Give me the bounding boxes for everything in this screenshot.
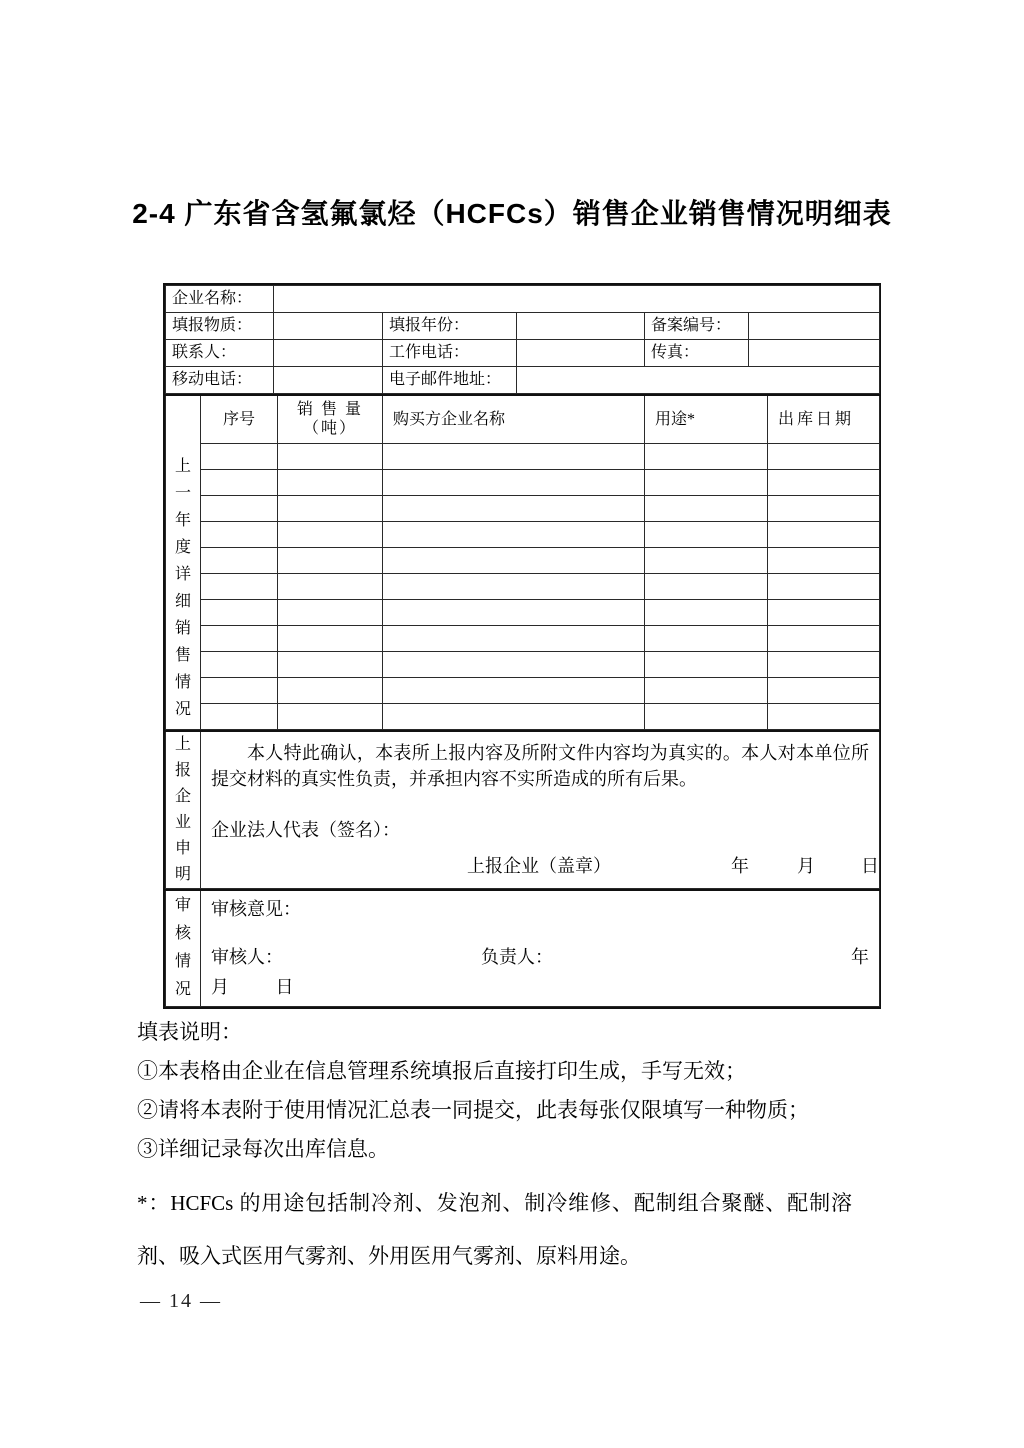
empty-sales-cell <box>278 495 383 521</box>
empty-sales-cell <box>383 625 645 651</box>
empty-sales-cell <box>768 599 880 625</box>
declaration-content <box>201 731 880 889</box>
review-year-label: 年 <box>851 947 869 967</box>
declaration-section <box>165 730 880 890</box>
record-no-field <box>749 313 880 340</box>
substance-field <box>274 313 383 340</box>
empty-sales-cell <box>278 625 383 651</box>
review-date-row <box>211 977 294 999</box>
contact-field <box>274 340 383 367</box>
empty-sales-cell <box>645 599 768 625</box>
fax-field <box>749 340 880 367</box>
instruction-item-3: ③详细记录每次出库信息。 <box>137 1137 389 1161</box>
col-header-qty-line2: （吨） <box>302 420 357 438</box>
empty-sales-row <box>166 573 880 599</box>
page-number: — 14 — <box>140 1290 222 1312</box>
empty-sales-row <box>166 599 880 625</box>
empty-sales-cell <box>383 495 645 521</box>
declaration-section-label: 上报企业申明 <box>174 735 191 883</box>
empty-sales-row <box>166 677 880 703</box>
empty-sales-cell <box>201 651 278 677</box>
fax-label: 传真： <box>645 340 749 367</box>
empty-sales-cell <box>645 677 768 703</box>
empty-sales-row <box>166 651 880 677</box>
info-row-mobile <box>166 367 880 394</box>
empty-sales-cell <box>278 651 383 677</box>
empty-sales-row <box>166 521 880 547</box>
empty-sales-cell <box>383 651 645 677</box>
empty-sales-cell <box>768 651 880 677</box>
work-phone-label: 工作电话： <box>383 340 517 367</box>
empty-sales-cell <box>201 625 278 651</box>
email-field <box>517 367 880 394</box>
review-day-label: 日 <box>275 977 294 997</box>
work-phone-field <box>517 340 645 367</box>
empty-sales-cell <box>278 521 383 547</box>
empty-sales-cell <box>383 703 645 729</box>
sales-table-body <box>166 395 880 729</box>
empty-sales-cell <box>278 547 383 573</box>
report-year-field <box>517 313 645 340</box>
empty-sales-cell <box>383 521 645 547</box>
empty-sales-cell <box>383 469 645 495</box>
empty-sales-row <box>166 625 880 651</box>
instruction-item-1: ①本表格由企业在信息管理系统填报后直接打印生成，手写无效； <box>137 1059 746 1083</box>
empty-sales-cell <box>201 495 278 521</box>
record-no-label: 备案编号： <box>645 313 749 340</box>
declaration-label-cell <box>166 731 201 889</box>
empty-sales-row <box>166 495 880 521</box>
empty-sales-cell <box>383 573 645 599</box>
empty-sales-cell <box>645 521 768 547</box>
form-table <box>163 283 881 1009</box>
col-header-date: 出库日期 <box>768 395 880 443</box>
empty-sales-cell <box>201 443 278 469</box>
info-row-substance <box>166 313 880 340</box>
review-signers-row <box>201 947 879 969</box>
empty-sales-cell <box>201 547 278 573</box>
empty-sales-cell <box>201 677 278 703</box>
empty-sales-cell <box>278 703 383 729</box>
empty-sales-cell <box>645 651 768 677</box>
empty-sales-cell <box>645 703 768 729</box>
substance-label: 填报物质： <box>166 313 274 340</box>
col-header-use: 用途* <box>645 395 768 443</box>
contact-label: 联系人： <box>166 340 274 367</box>
review-opinion-label: 审核意见： <box>211 899 301 919</box>
review-content <box>201 890 880 1006</box>
empty-sales-cell <box>645 547 768 573</box>
sales-section-label: 上一年度详细销售情况 <box>174 457 191 718</box>
empty-sales-cell <box>768 443 880 469</box>
empty-sales-cell <box>383 443 645 469</box>
empty-sales-cell <box>645 469 768 495</box>
review-section-label: 审核情况 <box>174 897 191 999</box>
sales-header-row <box>166 395 880 443</box>
empty-sales-row <box>166 703 880 729</box>
col-header-seq: 序号 <box>201 395 278 443</box>
empty-sales-cell <box>383 677 645 703</box>
empty-sales-row <box>166 547 880 573</box>
company-stamp-label: 上报企业（盖章） <box>467 856 611 876</box>
empty-sales-cell <box>768 469 880 495</box>
sales-section-label-cell <box>166 395 201 729</box>
empty-sales-cell <box>383 599 645 625</box>
empty-sales-cell <box>278 677 383 703</box>
col-header-qty <box>278 395 383 443</box>
review-label-cell <box>166 890 201 1006</box>
empty-sales-cell <box>645 573 768 599</box>
empty-sales-cell <box>278 443 383 469</box>
col-header-buyer: 购买方企业名称 <box>383 395 645 443</box>
empty-sales-cell <box>278 469 383 495</box>
empty-sales-cell <box>383 547 645 573</box>
empty-sales-cell <box>768 521 880 547</box>
empty-sales-cell <box>201 703 278 729</box>
mobile-field <box>274 367 383 394</box>
info-row-contact <box>166 340 880 367</box>
empty-sales-cell <box>768 703 880 729</box>
empty-sales-cell <box>768 495 880 521</box>
info-row-company <box>166 286 880 313</box>
declaration-statement: 本人特此确认，本表所上报内容及所附文件内容均为真实的。本人对本单位所提交材料的真实性负责，并承担内容不实所造成的所有后果。 <box>211 742 869 789</box>
empty-sales-cell <box>278 573 383 599</box>
sales-table <box>165 394 880 730</box>
report-year-label: 填报年份： <box>383 313 517 340</box>
declaration-year-label: 年 <box>731 856 749 876</box>
instruction-item-2: ②请将本表附于使用情况汇总表一同提交，此表每张仅限填写一种物质； <box>137 1098 809 1122</box>
empty-sales-cell <box>768 625 880 651</box>
uses-footnote: *：HCFCs 的用途包括制冷剂、发泡剂、制冷维修、配制组合聚醚、配制溶剂、吸入式医用气雾剂、外用医用气雾剂、原料用途。 <box>137 1191 852 1268</box>
empty-sales-cell <box>201 521 278 547</box>
empty-sales-row <box>166 443 880 469</box>
empty-sales-cell <box>645 625 768 651</box>
company-name-field <box>274 286 880 313</box>
responsible-person-label: 负责人： <box>481 947 553 967</box>
mobile-label: 移动电话： <box>166 367 274 394</box>
declaration-day-label: 日 <box>861 856 879 876</box>
info-table <box>165 285 880 394</box>
page-title: 2-4 广东省含氢氟氯烃（HCFCs）销售企业销售情况明细表 <box>132 198 892 229</box>
company-name-label: 企业名称： <box>166 286 274 313</box>
instructions-heading: 填表说明： <box>137 1020 242 1044</box>
empty-sales-row <box>166 469 880 495</box>
col-header-qty-line1: 销 售 量 <box>296 401 363 419</box>
empty-sales-cell <box>645 495 768 521</box>
empty-sales-cell <box>645 443 768 469</box>
empty-sales-cell <box>201 469 278 495</box>
filling-instructions <box>137 1012 852 1283</box>
empty-sales-cell <box>278 599 383 625</box>
declaration-month-label: 月 <box>797 856 815 876</box>
empty-sales-cell <box>201 573 278 599</box>
email-label: 电子邮件地址： <box>383 367 517 394</box>
empty-sales-cell <box>768 677 880 703</box>
legal-rep-signature-label: 企业法人代表（签名）： <box>211 819 400 840</box>
stamp-date-row <box>201 856 879 878</box>
empty-sales-cell <box>768 547 880 573</box>
review-section <box>165 889 880 1007</box>
empty-sales-cell <box>201 599 278 625</box>
empty-sales-cell <box>768 573 880 599</box>
review-month-label: 月 <box>211 977 229 997</box>
reviewer-label: 审核人： <box>211 947 283 967</box>
